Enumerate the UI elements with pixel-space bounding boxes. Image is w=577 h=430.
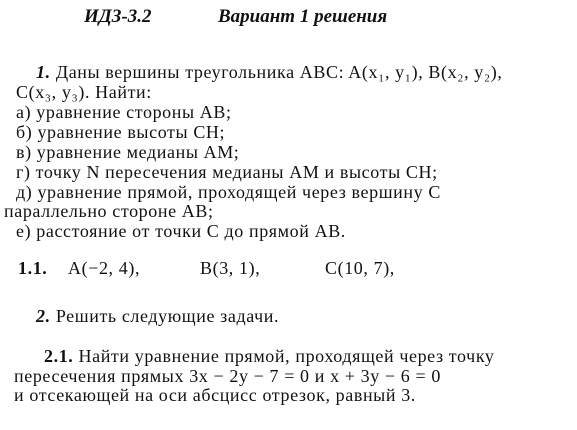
- task1-item-b: б) уравнение высоты CH;: [16, 122, 226, 142]
- task2-1-text-line1: Найти уравнение прямой, проходящей через точку: [78, 346, 495, 366]
- task1-item-a: а) уравнение стороны AB;: [16, 102, 232, 122]
- point-a: A(−2, 4),: [68, 258, 141, 278]
- task2-1-line3: и отсекающей на оси абсцисс отрезок, равный 3.: [14, 385, 416, 405]
- task1-item-d-cont: параллельно стороне AB;: [4, 201, 214, 221]
- task1-line2: C(x₃, y₃). Найти:: [16, 82, 152, 102]
- point-c: C(10, 7),: [325, 258, 395, 278]
- task2-line: [36, 306, 279, 326]
- task1-item-e: е) расстояние от точки C до прямой AB.: [16, 221, 346, 241]
- page-header: [84, 6, 388, 28]
- page-title: ИДЗ-3.2: [84, 6, 152, 27]
- task1-text-line1: Даны вершины треугольника ABC: A(x₁, y₁), B(x₂, y₂),: [55, 62, 503, 82]
- task1-item-g: г) точку N пересечения медианы AM и высоты CH;: [16, 162, 438, 182]
- task2-1-line2: пересечения прямых 3x − 2y − 7 = 0 и x + 3y − 6 = 0: [14, 366, 441, 386]
- task2-1-line1: [44, 346, 495, 366]
- point-b: B(3, 1),: [200, 258, 261, 278]
- task1-number: 1.: [36, 62, 51, 82]
- task1-item-d: д) уравнение прямой, проходящей через вершину C: [16, 182, 441, 202]
- task2-1-number: 2.1.: [44, 346, 74, 366]
- task2-number: 2.: [36, 306, 51, 326]
- task2-text: Решить следующие задачи.: [55, 306, 280, 326]
- task1-1-number: 1.1.: [18, 258, 48, 278]
- variant-label: Вариант 1 решения: [218, 6, 388, 27]
- task1-line1: [36, 62, 502, 82]
- task1-item-v: в) уравнение медианы AM;: [16, 142, 240, 162]
